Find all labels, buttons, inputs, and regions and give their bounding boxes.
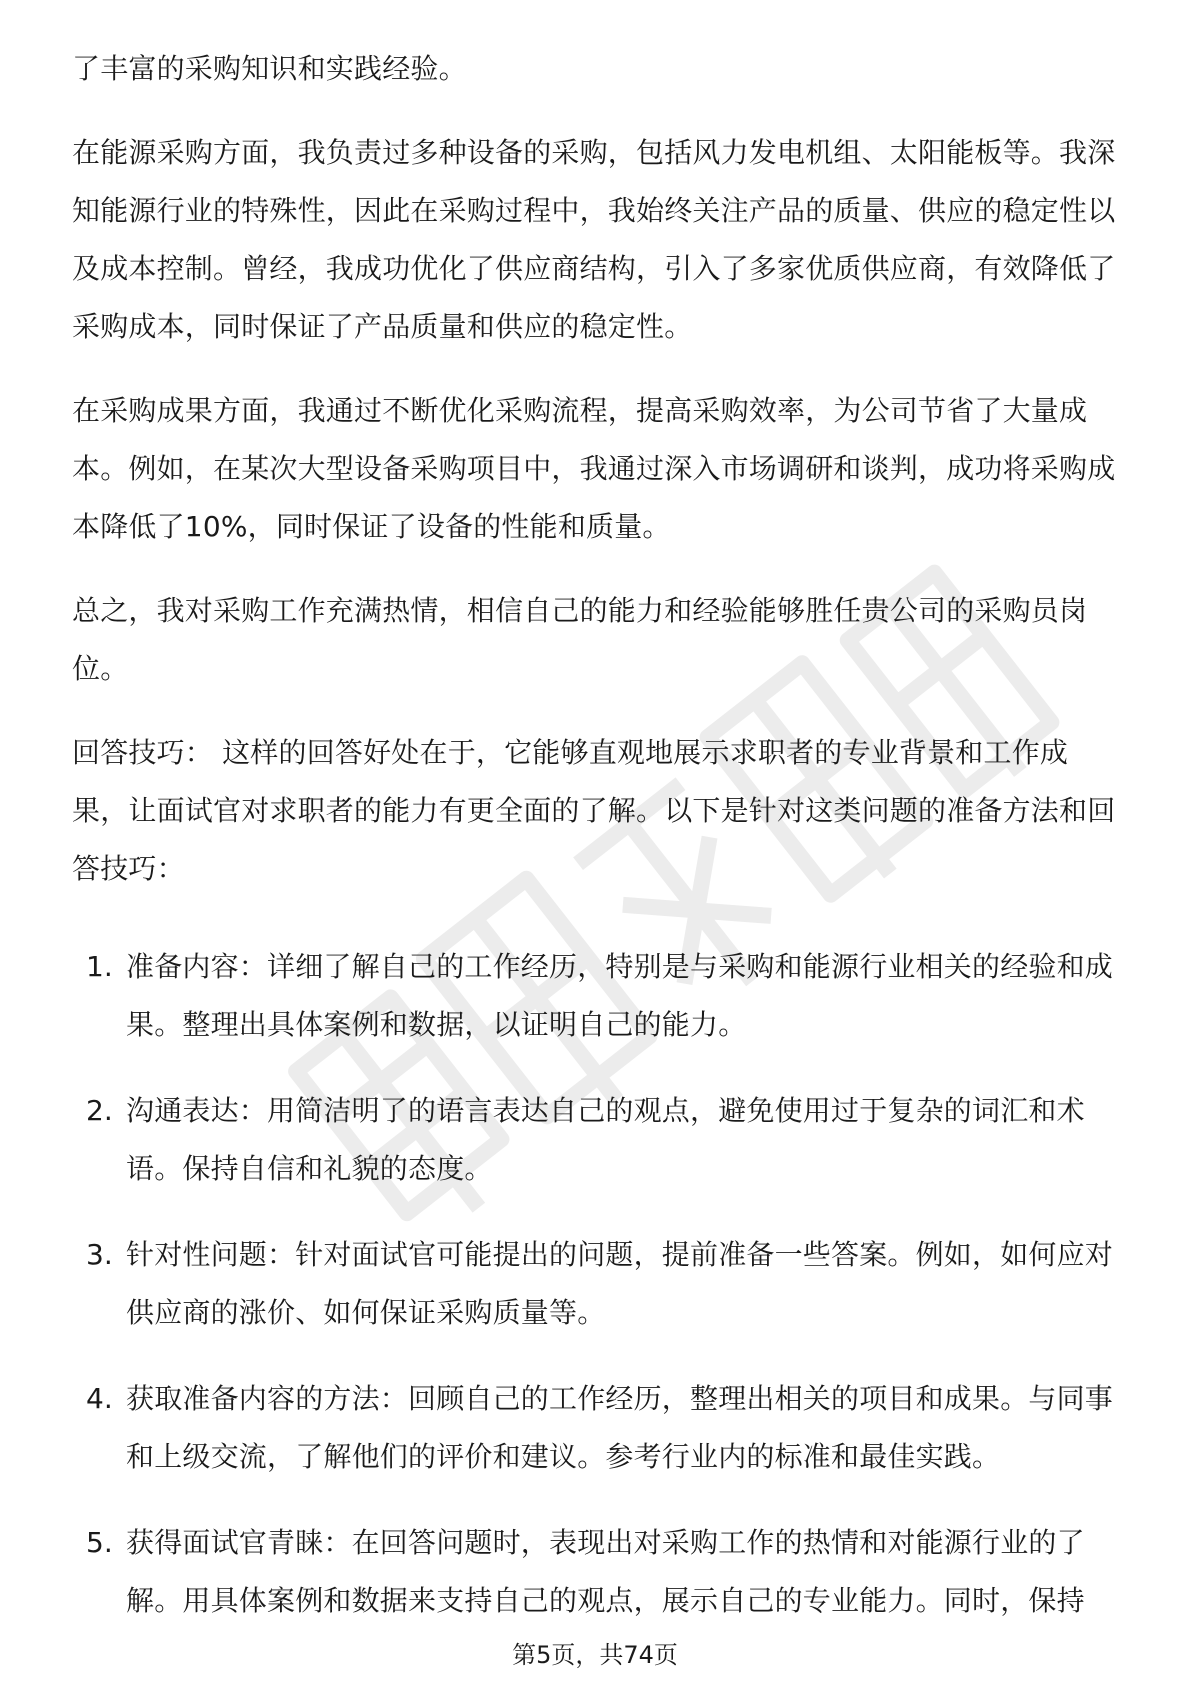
paragraph-summary: 总之，我对采购工作充满热情，相信自己的能力和经验能够胜任贵公司的采购员岗位。 bbox=[72, 594, 1088, 685]
tips-list bbox=[72, 938, 1117, 1630]
list-item-text: 沟通表达：用简洁明了的语言表达自己的观点，避免使用过于复杂的词汇和术语。保持自信和礼貌的态度。 bbox=[126, 1094, 1085, 1185]
paragraph-procurement-results: 在采购成果方面，我通过不断优化采购流程，提高采购效率，为公司节省了大量成本。例如，在某次大型设备采购项目中，我通过深入市场调研和谈判，成功将采购成本降低了10%，同时保证了设备的性能和质量。 bbox=[72, 394, 1116, 543]
list-item bbox=[72, 1370, 1117, 1486]
list-item-text: 针对性问题：针对面试官可能提出的问题，提前准备一些答案。例如，如何应对供应商的涨价、如何保证采购质量等。 bbox=[126, 1238, 1114, 1329]
list-item-number: 5. bbox=[86, 1526, 113, 1559]
paragraph-answer-tips: 回答技巧： 这样的回答好处在于，它能够直观地展示求职者的专业背景和工作成果，让面试官对求职者的能力有更全面的了解。以下是针对这类问题的准备方法和回答技巧： bbox=[72, 736, 1116, 885]
document-page bbox=[72, 40, 1117, 1658]
paragraph-energy-procurement: 在能源采购方面，我负责过多种设备的采购，包括风力发电机组、太阳能板等。我深知能源行业的特殊性，因此在采购过程中，我始终关注产品的质量、供应的稳定性以及成本控制。曾经，我成功优化了供应商结构，引入了多家优质供应商，有效降低了采购成本，同时保证了产品质量和供应的稳定性。 bbox=[72, 136, 1116, 343]
list-item-number: 1. bbox=[86, 950, 113, 983]
page-footer: 第5页，共74页 bbox=[512, 1641, 678, 1669]
list-item bbox=[72, 938, 1117, 1054]
list-item bbox=[72, 1226, 1117, 1342]
list-item-number: 4. bbox=[86, 1382, 113, 1415]
list-item bbox=[72, 1082, 1117, 1198]
list-item-text: 准备内容：详细了解自己的工作经历，特别是与采购和能源行业相关的经验和成果。整理出具体案例和数据，以证明自己的能力。 bbox=[126, 950, 1114, 1041]
list-item-number: 2. bbox=[86, 1094, 113, 1127]
list-item bbox=[72, 1514, 1117, 1630]
paragraph-intro-continued: 了丰富的采购知识和实践经验。 bbox=[72, 52, 467, 85]
list-item-number: 3. bbox=[86, 1238, 113, 1271]
list-item-text: 获得面试官青睐：在回答问题时，表现出对采购工作的热情和对能源行业的了解。用具体案例和数据来支持自己的观点，展示自己的专业能力。同时，保持 bbox=[126, 1526, 1085, 1617]
list-item-text: 获取准备内容的方法：回顾自己的工作经历，整理出相关的项目和成果。与同事和上级交流，了解他们的评价和建议。参考行业内的标准和最佳实践。 bbox=[126, 1382, 1114, 1473]
